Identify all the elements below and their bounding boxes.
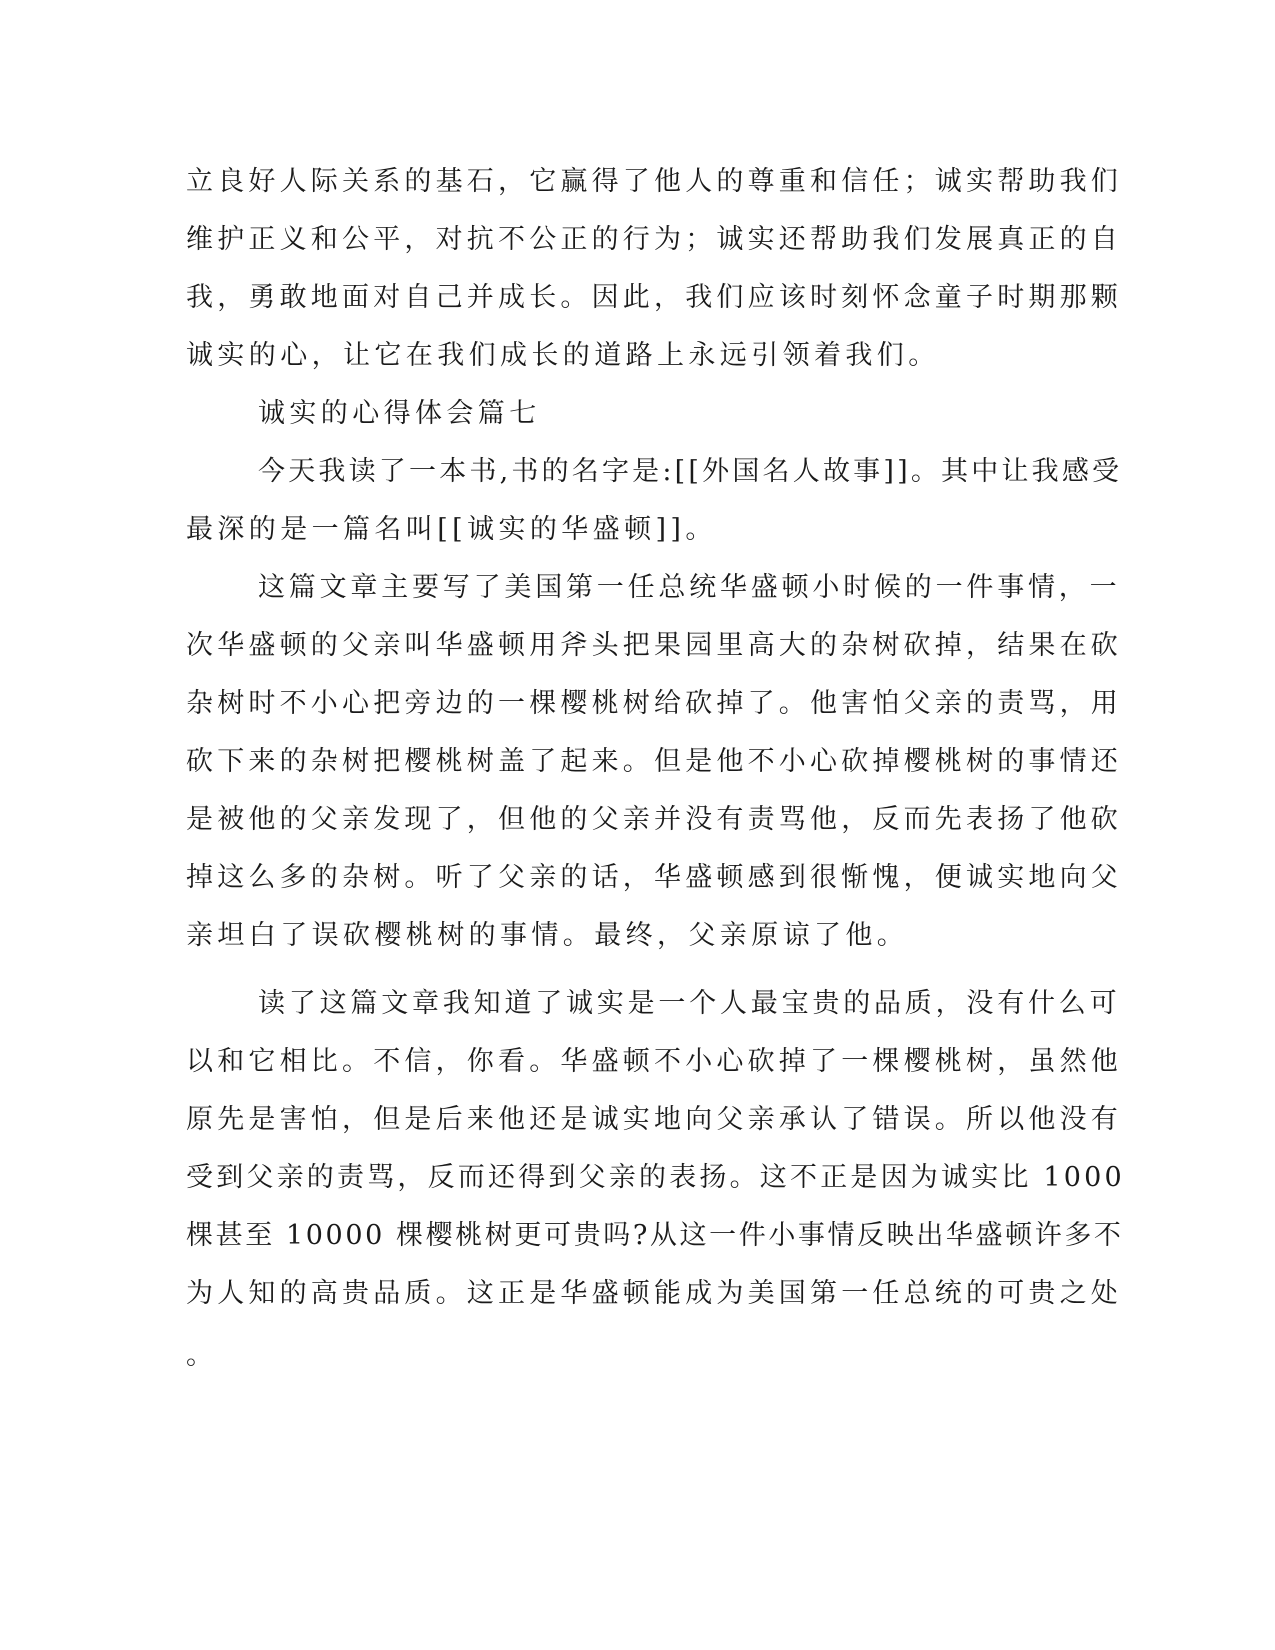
text-line: 为人知的高贵品质。这正是华盛顿能成为美国第一任总统的可贵之处 — [186, 1278, 1122, 1309]
text-line: 原先是害怕，但是后来他还是诚实地向父亲承认了错误。所以他没有 — [186, 1104, 1122, 1135]
text-line: 砍下来的杂树把樱桃树盖了起来。但是他不小心砍掉樱桃树的事情还 — [186, 746, 1122, 777]
text-line: 亲坦白了误砍樱桃树的事情。最终，父亲原谅了他。 — [186, 920, 909, 951]
text-line: 。 — [186, 1340, 218, 1371]
text-line: 杂树时不小心把旁边的一棵樱桃树给砍掉了。他害怕父亲的责骂，用 — [186, 688, 1122, 719]
text-line: 次华盛顿的父亲叫华盛顿用斧头把果园里高大的杂树砍掉，结果在砍 — [186, 630, 1122, 661]
text-line: 最深的是一篇名叫[[诚实的华盛顿]]。 — [186, 514, 717, 545]
text-line: 诚实的心，让它在我们成长的道路上永远引领着我们。 — [186, 340, 940, 371]
text-line: 这篇文章主要写了美国第一任总统华盛顿小时候的一件事情，一 — [258, 572, 1121, 603]
text-line: 维护正义和公平，对抗不公正的行为；诚实还帮助我们发展真正的自 — [186, 224, 1122, 255]
text-line: 读了这篇文章我知道了诚实是一个人最宝贵的品质，没有什么可 — [258, 988, 1121, 1019]
section-heading: 诚实的心得体会篇七 — [258, 398, 541, 429]
text-line: 以和它相比。不信，你看。华盛顿不小心砍掉了一棵樱桃树，虽然他 — [186, 1046, 1122, 1077]
text-line: 是被他的父亲发现了，但他的父亲并没有责骂他，反而先表扬了他砍 — [186, 804, 1122, 835]
text-line: 今天我读了一本书,书的名字是:[[外国名人故事]]。其中让我感受 — [258, 456, 1123, 487]
text-line: 棵甚至 10000 棵樱桃树更可贵吗?从这一件小事情反映出华盛顿许多不 — [186, 1220, 1124, 1251]
text-line: 受到父亲的责骂，反而还得到父亲的表扬。这不正是因为诚实比 1000 — [186, 1162, 1125, 1193]
text-line: 立良好人际关系的基石，它赢得了他人的尊重和信任；诚实帮助我们 — [186, 166, 1122, 197]
text-line: 我，勇敢地面对自己并成长。因此，我们应该时刻怀念童子时期那颗 — [186, 282, 1122, 313]
text-line: 掉这么多的杂树。听了父亲的话，华盛顿感到很惭愧，便诚实地向父 — [186, 862, 1122, 893]
